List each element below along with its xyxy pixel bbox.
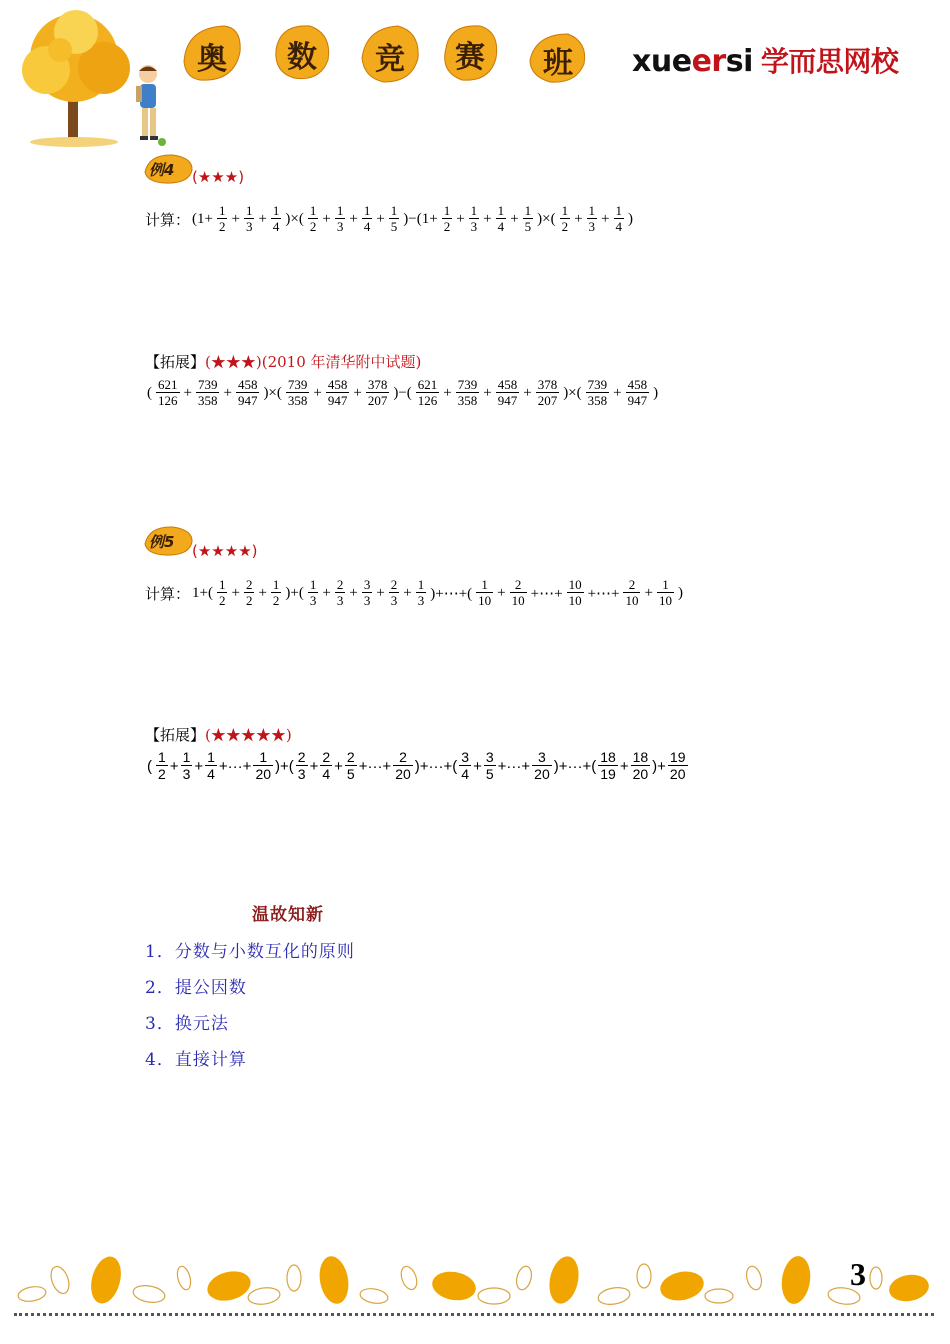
extension2-difficulty: (★★★★★)	[205, 726, 292, 744]
example4-prefix: 计算：	[145, 212, 191, 229]
example5-expression: 计算： 1+( $\frac{1}{2}$ + $\frac{2}{2}$ + $\frac{1}{2}$ )+( $\frac{1}{3}$ + $\frac{2}{3}$ + $\frac{3}{3}$ + $\frac{2}{3}$ + $\frac{1}{3}$ )+⋯+( $\frac{1}{10}$ + $\frac{2}{10}$ +⋯+ $\frac{10}{10}$ +⋯+ $\frac{2}{10}$ + $\frac{1}{10}$ )	[145, 577, 683, 608]
extension1-expression: ( $\frac{621}{126}$ + $\frac{739}{358}$ + $\frac{458}{947}$ )×( $\frac{739}{358}$ + $\frac{458}{947}$ + $\frac{378}{207}$ )−( $\frac{621}{126}$ + $\frac{739}{358}$ + $\frac{458}{947}$ + $\frac{378}{207}$ )×( $\frac{739}{358}$ + $\frac{458}{947}$ )	[147, 377, 659, 408]
review-item-4: 4．直接计算	[145, 1050, 247, 1070]
review-item-1: 1．分数与小数互化的原则	[145, 942, 355, 962]
extension2-label: 【拓展】	[145, 726, 206, 744]
brand-cn: 学而思网校	[760, 45, 899, 78]
title-leaf-5	[526, 26, 590, 86]
title-char-2: 数	[287, 40, 317, 75]
title-char-5: 班	[543, 46, 573, 81]
autumn-tree-illustration	[16, 10, 136, 150]
review-item-3: 3．换元法	[145, 1014, 229, 1034]
footer-leaf-border	[14, 1250, 934, 1312]
title-leaf-1	[180, 22, 244, 82]
review-title: 温故知新	[252, 905, 324, 925]
extension1-heading	[145, 351, 421, 372]
example4-badge: 例4	[143, 152, 195, 186]
brand-logo	[632, 40, 898, 80]
title-char-1: 奥	[197, 42, 227, 77]
page-number: 3	[850, 1256, 866, 1292]
example5-prefix: 计算：	[145, 586, 191, 603]
footer-dotted-line	[14, 1313, 934, 1316]
title-leaf-3	[358, 22, 422, 82]
example5-badge: 例5	[143, 524, 195, 558]
extension2-expression: ( $\frac{1}{2}$ + $\frac{1}{3}$ + $\frac{1}{4}$ +···+ $\frac{1}{20}$ )+( $\frac{2}{3}$ + $\frac{2}{4}$ + $\frac{2}{5}$ +···+ $\frac{2}{20}$ )+···+( $\frac{3}{4}$ + $\frac{3}{5}$ +···+ $\frac{3}{20}$ )+···+( $\frac{18}{19}$ + $\frac{18}{20}$ )+ $\frac{19}{20}$	[147, 749, 686, 782]
example4-expression: 计算： (1+ $\frac{1}{2}$ + $\frac{1}{3}$ + $\frac{1}{4}$ )×( $\frac{1}{2}$ + $\frac{1}{3}$ + $\frac{1}{4}$ + $\frac{1}{5}$ )−(1+ $\frac{1}{2}$ + $\frac{1}{3}$ + $\frac{1}{4}$ + $\frac{1}{5}$ )×( $\frac{1}{2}$ + $\frac{1}{3}$ + $\frac{1}{4}$ )	[145, 203, 633, 234]
title-leaf-2	[270, 20, 334, 80]
extension1-label: 【拓展】	[145, 353, 206, 371]
example4-difficulty: (★★★)	[192, 168, 245, 186]
title-char-4: 赛	[455, 40, 485, 75]
title-leaf-4	[438, 20, 502, 80]
brand-en: xueersi	[632, 44, 753, 79]
boy-illustration	[128, 62, 172, 148]
example5-difficulty: (★★★★)	[192, 542, 258, 560]
title-char-3: 竞	[375, 42, 405, 77]
extension2-heading	[145, 724, 292, 745]
review-item-2: 2．提公因数	[145, 978, 247, 998]
extension1-difficulty: (★★★)(2010 年清华附中试题)	[205, 353, 422, 371]
